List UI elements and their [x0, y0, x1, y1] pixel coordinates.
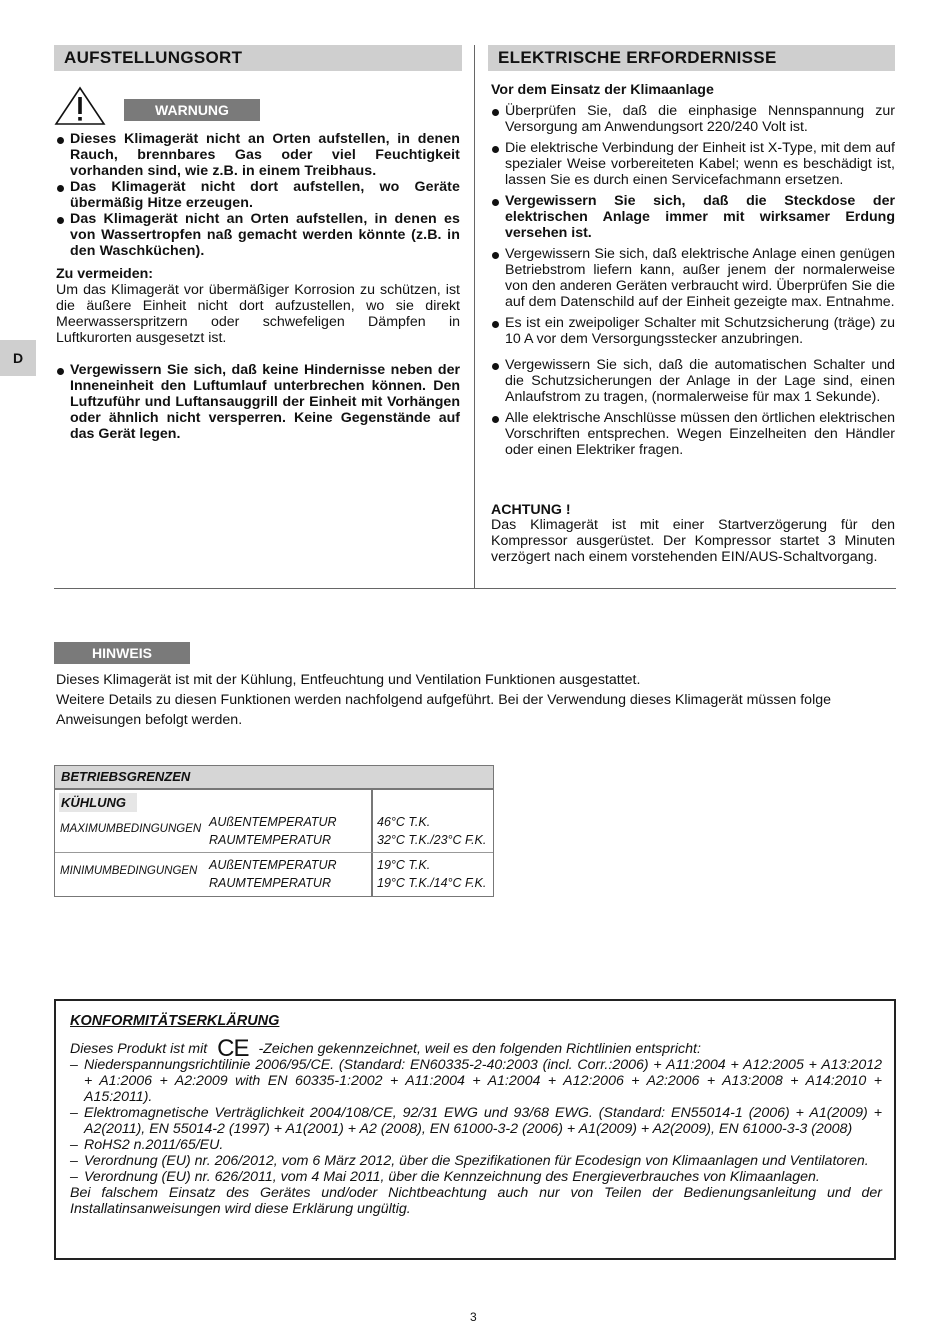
electrical-item: Vergewissern Sie sich, daß die automatischen Schalter und die Schutzsicherungen der Anlage in der Lage sind, einen Anlaufstrom zu tragen, (normalerweise für max 1 Sekunde). — [491, 357, 895, 405]
max-outdoor-value: 46°C T.K. — [377, 815, 431, 829]
warning-item: Das Klimagerät nicht dort aufstellen, wo Geräte übermäßig Hitze erzeugen. — [56, 179, 460, 211]
conformity-intro — [70, 1035, 882, 1062]
max-room-label: RAUMTEMPERATUR — [209, 833, 331, 847]
limits-table-title: BETRIEBSGRENZEN — [55, 766, 493, 788]
electrical-list — [491, 103, 895, 458]
conformity-item: – Verordnung (EU) nr. 206/2012, vom 6 März 2012, über die Spezifikationen für Ecodesign von Klimaanlagen und Ventilatoren. — [70, 1153, 869, 1169]
max-condition-label: MAXIMUMBEDINGUNGEN — [60, 823, 202, 835]
warning-list — [56, 131, 460, 259]
electrical-item: Vergewissern Sie sich, daß elektrische Anlage einen genügen Betriebstrom liefern kann, außer jenem der normalerweise von den anderen Geräten verbraucht wird. Überprüfen Sie die auf dem Datenschild auf der Einheit gezeigte max. Entnahme. — [491, 246, 895, 310]
electrical-item: Alle elektrische Anschlüsse müssen den örtlichen elektrischen Vorschriften entsprechen. Wegen Einzelheiten den Händler oder einen Elektriker fragen. — [491, 410, 895, 458]
electrical-subheading: Vor dem Einsatz der Klimaanlage — [491, 82, 714, 98]
limits-table — [54, 765, 494, 897]
warning-item: Dieses Klimagerät nicht an Orten aufstellen, in denen Rauch, brennbares Gas oder viel Feuchtigkeit vorhanden sind, wie z.B. in einem Treibhaus. — [56, 131, 460, 179]
warning-label: WARNUNG — [124, 99, 260, 121]
min-room-label: RAUMTEMPERATUR — [209, 876, 331, 890]
conformity-closing: Bei falschem Einsatz des Gerätes und/oder Nichtbeachtung auch nur von Teilen der Bedienungsanleitung und der Installatinsanweisungen wird diese Erklärung ungültig. — [70, 1185, 882, 1217]
conformity-item: – Niederspannungsrichtilinie 2006/95/CE. (Standard: EN60335-2-40:2003 (incl. Corr.:2006) + A11:2004 + A12:2005 + A13:2012 + A1:2006 + A2:2009 with EN 60335-1:2002 + A11:2004 + A1:2004 + A12:2006 + A2:2006 + A13:2008 + A14:2010 + A15:2011). — [70, 1057, 882, 1105]
caution-heading: ACHTUNG ! — [491, 502, 571, 518]
min-condition-label: MINIMUMBEDINGUNGEN — [60, 865, 198, 877]
caution-text: Das Klimagerät ist mit einer Startverzögerung für den Kompressor ausgerüstet. Der Kompressor startet 3 Minuten verzögert nach einem vorstehenden EIN/AUS-Schaltvorgang. — [491, 517, 895, 565]
section-title-electrical: ELEKTRISCHE ERFORDERNISSE — [488, 45, 895, 71]
min-outdoor-value: 19°C T.K. — [377, 858, 431, 872]
note-label: HINWEIS — [54, 642, 190, 664]
column-divider — [474, 45, 475, 588]
page-number: 3 — [470, 1310, 477, 1324]
electrical-item: Vergewissern Sie sich, daß die Steckdose der elektrischen Anlage immer mit wirksamer Erdung versehen ist. — [491, 193, 895, 241]
min-outdoor-label: AUßENTEMPERATUR — [209, 858, 337, 872]
electrical-item: Es ist ein zweipoliger Schalter mit Schutzsicherung (träge) zu 10 A vor dem Versorgungsstecker anzubringen. — [491, 315, 895, 347]
section-title-installation: AUFSTELLUNGSORT — [54, 45, 462, 71]
conformity-intro-after: -Zeichen gekennzeichnet, weil es den folgenden Richtlinien entspricht: — [258, 1041, 701, 1057]
obstacle-item: Vergewissern Sie sich, daß keine Hindernisse neben der Inneneinheit den Luftumlauf unterbrechen können. Den Luftzuführ und Luftansauggrill der Einheit mit Vorhängen oder ähnlich nicht versperren. Keine Gegenstände auf das Gerät legen. — [56, 362, 460, 442]
language-tab: D — [0, 340, 36, 376]
avoid-heading: Zu vermeiden: — [56, 266, 153, 282]
limits-mode: KÜHLUNG — [59, 793, 137, 812]
conformity-box — [54, 999, 896, 1260]
note-line: Weitere Details zu diesen Funktionen werden nachfolgend aufgeführt. Bei der Verwendung dieses Klimagerät müssen folge Anweisungen befolgt werden. — [56, 692, 831, 728]
section-divider — [54, 588, 896, 589]
warning-item: Das Klimagerät nicht an Orten aufstellen, in denen es von Wassertropfen naß gemacht werden könnte (z.B. in den Waschküchen). — [56, 211, 460, 259]
electrical-item: Überprüfen Sie, daß die einphasige Nennspannung zur Versorgung am Anwendungsort 220/240 Volt ist. — [491, 103, 895, 135]
conformity-body — [70, 1035, 882, 1217]
electrical-item: Die elektrische Verbindung der Einheit ist X-Type, mit dem auf spezialer Weise vorbereiteten Kabel; wenn es beschädigt ist, lassen Sie es durch einen Servicefachmann ersetzen. — [491, 140, 895, 188]
max-room-value: 32°C T.K./23°C F.K. — [377, 833, 487, 847]
max-outdoor-label: AUßENTEMPERATUR — [209, 815, 337, 829]
warning-triangle-icon — [54, 86, 106, 126]
note-line: Dieses Klimagerät ist mit der Kühlung, Entfeuchtung und Ventilation Funktionen ausgestattet. — [56, 672, 641, 688]
min-room-value: 19°C T.K./14°C F.K. — [377, 876, 487, 890]
conformity-item: – Elektromagnetische Verträglichkeit 2004/108/CE, 92/31 EWG und 93/68 EWG. (Standard: EN55014-1 (2006) + A1(2009) + A2(2011), EN 55014-2 (1997) + A1(2001) + A2 (2008), EN 61000-3-2 (2006) + A1(2009) + A2(2009), EN 61000-3-3 (2008) — [70, 1105, 882, 1137]
conformity-intro-before: Dieses Produkt ist mit — [70, 1041, 208, 1057]
conformity-item: – Verordnung (EU) nr. 626/2011, vom 4 Mai 2011, über die Kennzeichnung des Energieverbrauches von Klimaanlagen. — [70, 1169, 820, 1185]
obstacle-list — [56, 362, 460, 442]
conformity-item: – RoHS2 n.2011/65/EU. — [70, 1137, 224, 1153]
ce-mark-icon: CE — [217, 1035, 249, 1062]
avoid-text: Um das Klimagerät vor übermäßiger Korrosion zu schützen, ist die äußere Einheit nicht dort aufzustellen, wo sie direkt Meerwasserspritzern oder schwefeligen Dämpfen in Luftkurorten ausgesetzt ist. — [56, 282, 460, 346]
conformity-title: KONFORMITÄTSERKLÄRUNG — [70, 1013, 280, 1029]
note-text — [56, 670, 898, 730]
